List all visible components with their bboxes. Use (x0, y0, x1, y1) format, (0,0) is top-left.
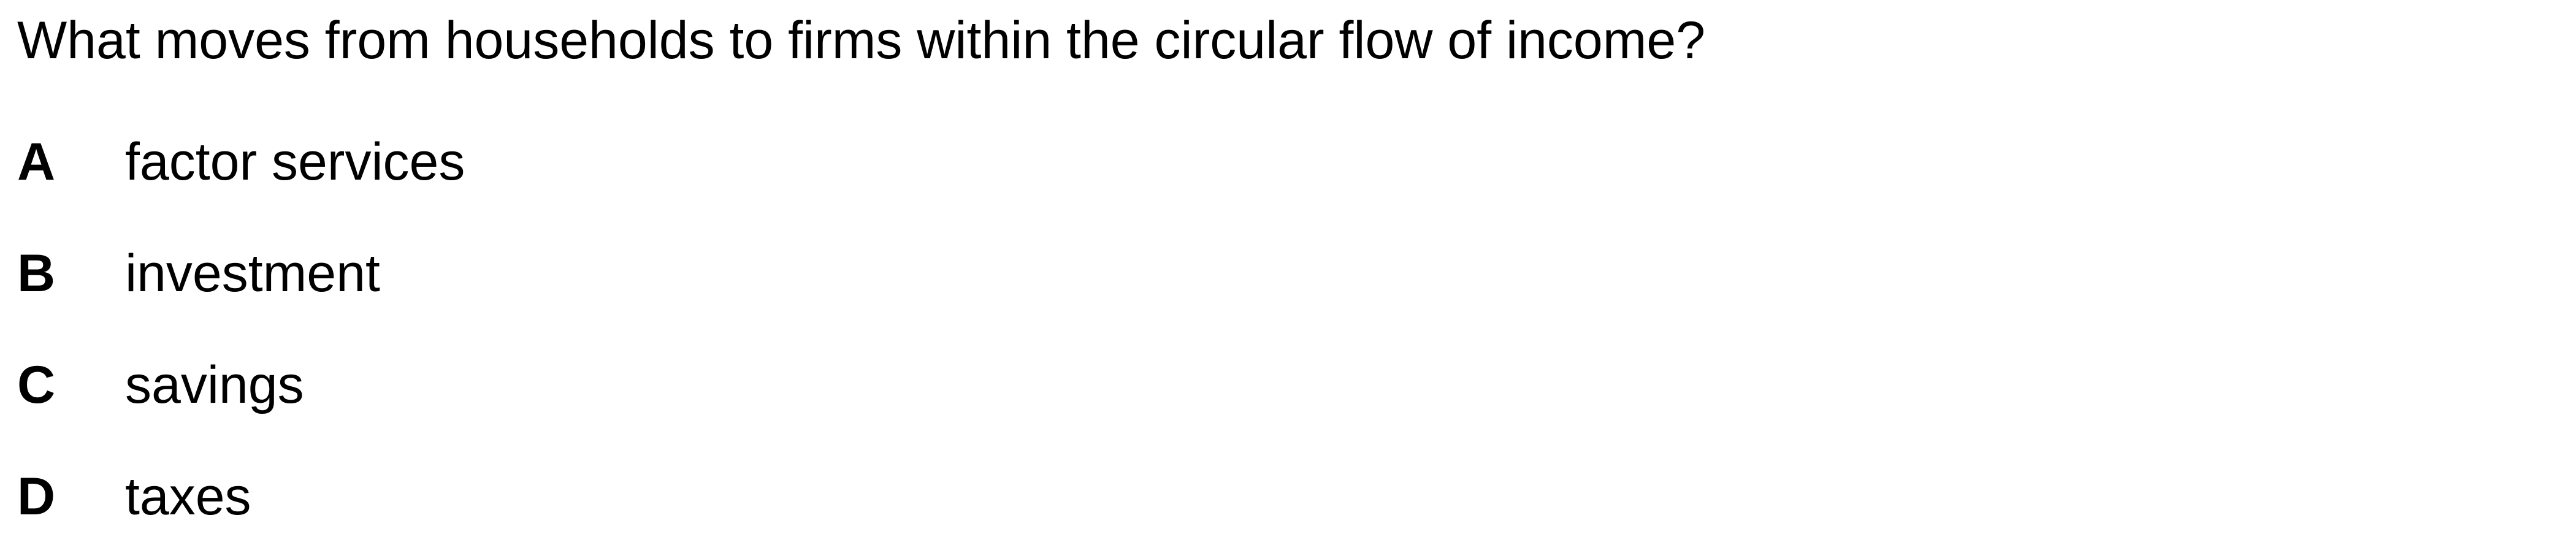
option-letter: D (17, 467, 56, 526)
answer-options-list (17, 0, 2531, 545)
answer-option-a (17, 131, 465, 192)
option-text: factor services (125, 132, 465, 191)
option-text: investment (125, 243, 380, 303)
answer-option-b (17, 243, 380, 304)
option-letter: B (17, 243, 56, 303)
option-text: savings (125, 355, 304, 414)
answer-option-d (17, 466, 251, 527)
option-letter: A (17, 132, 56, 191)
option-text: taxes (125, 467, 251, 526)
question-text: What moves from households to firms within the circular flow of income? (17, 11, 1706, 70)
answer-option-c (17, 354, 304, 416)
option-letter: C (17, 355, 56, 414)
